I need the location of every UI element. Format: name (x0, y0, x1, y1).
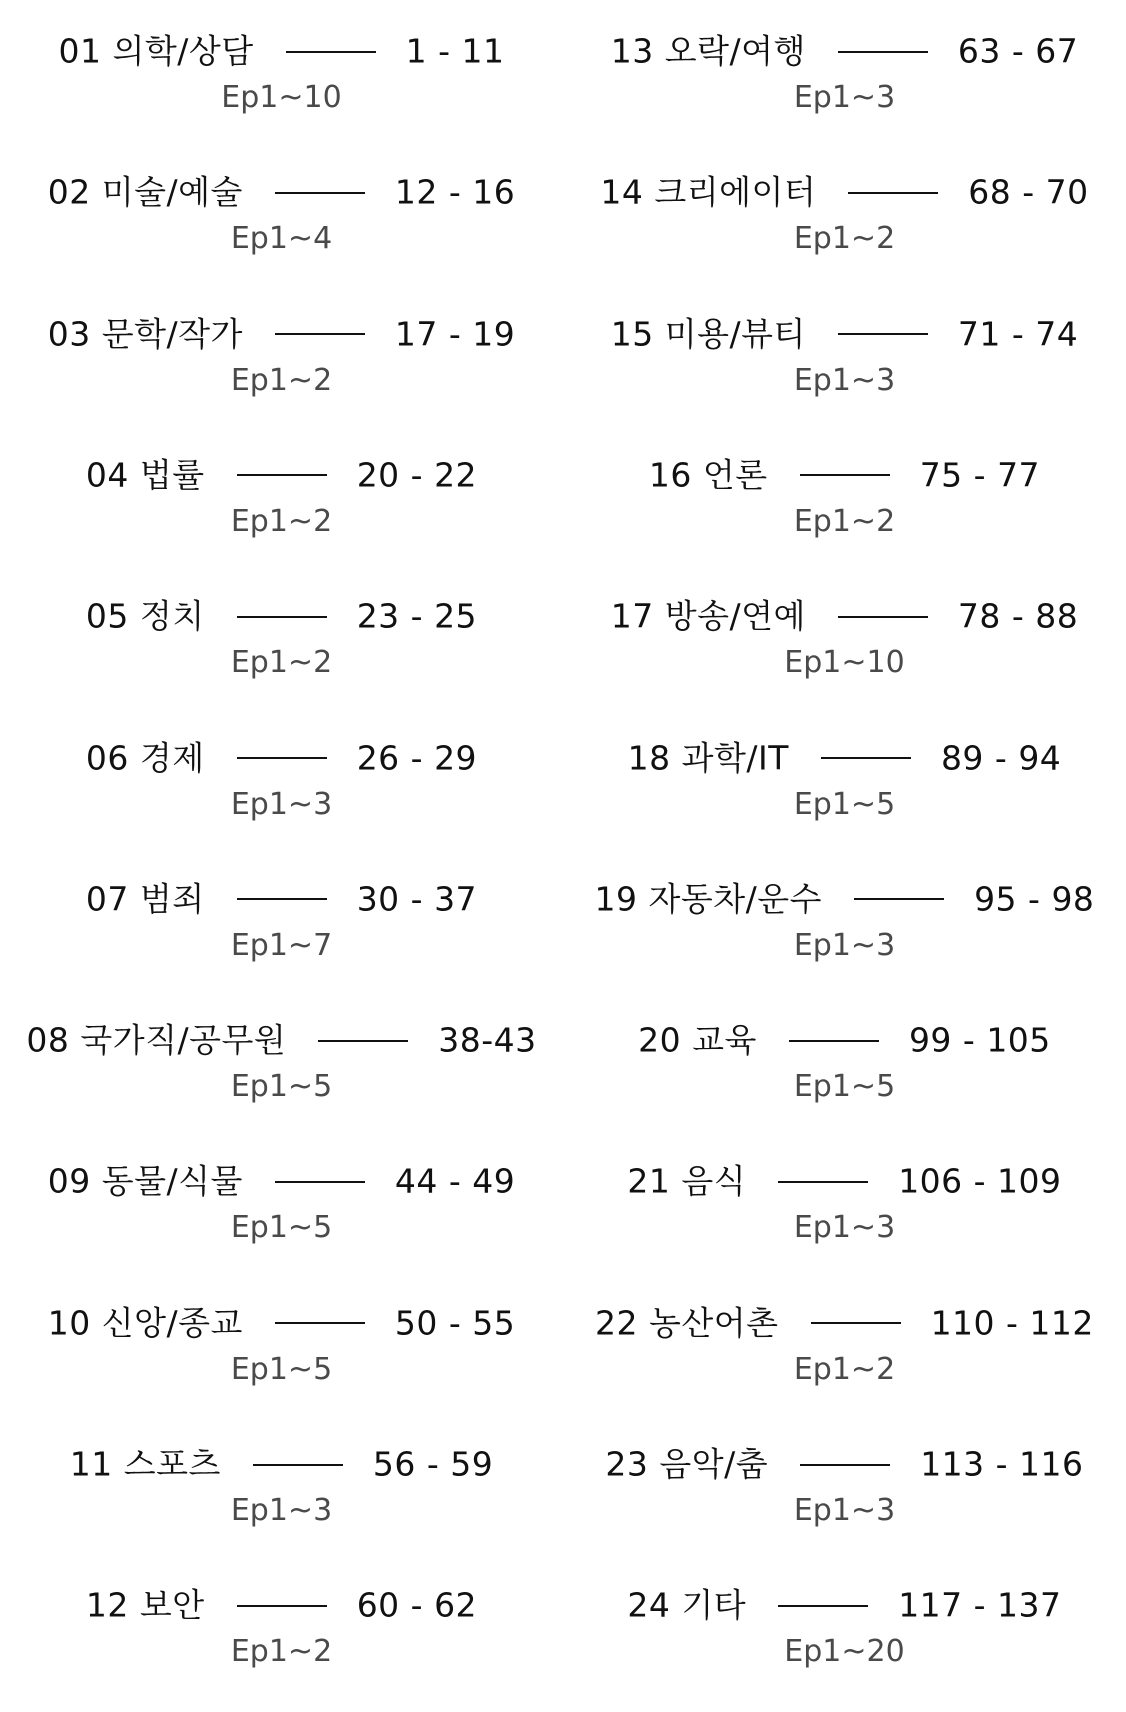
chapter-category: 음식 (681, 1161, 747, 1201)
index-entry (0, 989, 563, 1130)
page-range: 56 - 59 (372, 1444, 494, 1484)
entry-main-line (0, 735, 563, 781)
entry-main-line (563, 593, 1126, 639)
chapter-category: 미술/예술 (101, 172, 243, 212)
leader-dash (811, 1322, 901, 1324)
chapter-number: 22 (595, 1303, 639, 1343)
index-entry (0, 1272, 563, 1413)
chapter-category: 자동차/운수 (648, 879, 823, 919)
index-entry (0, 283, 563, 424)
leader-dash (275, 1322, 365, 1324)
leader-dash (318, 1040, 408, 1042)
episode-range: Ep1~2 (230, 503, 333, 539)
episode-range: Ep1~3 (793, 80, 896, 115)
page-range: 38-43 (438, 1020, 537, 1060)
page-range: 17 - 19 (394, 314, 516, 354)
chapter-number: 04 (85, 455, 129, 495)
page-range: 106 - 109 (898, 1161, 1062, 1201)
episode-range: Ep1~3 (793, 362, 896, 398)
chapter-number: 16 (648, 455, 692, 495)
page-range: 117 - 137 (898, 1585, 1062, 1625)
page-range: 99 - 105 (908, 1020, 1051, 1060)
chapter-category: 문학/작가 (101, 314, 243, 354)
chapter-category: 오락/여행 (664, 31, 806, 71)
leader-dash (848, 192, 938, 194)
chapter-number: 20 (638, 1020, 682, 1060)
entry-main-line (0, 1158, 563, 1204)
page-range: 60 - 62 (356, 1585, 478, 1625)
entry-main-line (563, 1300, 1126, 1346)
index-entry (0, 707, 563, 848)
chapter-category: 미용/뷰티 (664, 314, 806, 354)
chapter-category: 언론 (702, 455, 768, 495)
chapter-category: 법률 (139, 455, 205, 495)
entry-main-line (563, 1017, 1126, 1063)
index-entry (563, 989, 1126, 1130)
leader-dash (237, 616, 327, 618)
leader-dash (286, 51, 376, 53)
leader-dash (237, 757, 327, 759)
index-entry (0, 141, 563, 282)
index-entry (0, 1413, 563, 1554)
page-range: 44 - 49 (394, 1161, 516, 1201)
index-entry (563, 141, 1126, 282)
chapter-category: 기타 (681, 1585, 747, 1625)
chapter-number: 17 (610, 596, 654, 636)
chapter-number: 13 (610, 31, 654, 71)
entry-main-line (563, 1441, 1126, 1487)
episode-range: Ep1~7 (230, 927, 333, 963)
entry-main-line (563, 735, 1126, 781)
chapter-category: 범죄 (139, 879, 205, 919)
index-entry (563, 707, 1126, 848)
episode-range: Ep1~3 (793, 927, 896, 963)
index-entry (563, 565, 1126, 706)
leader-dash (789, 1040, 879, 1042)
chapter-number: 14 (600, 172, 644, 212)
chapter-number: 12 (85, 1585, 129, 1625)
page-range: 23 - 25 (356, 596, 478, 636)
episode-range: Ep1~2 (230, 1634, 333, 1670)
leader-dash (237, 898, 327, 900)
entry-main-line (0, 28, 563, 74)
entry-main-line (0, 169, 563, 215)
entry-main-line (563, 876, 1126, 922)
page-range: 1 - 11 (405, 31, 505, 71)
chapter-number: 07 (85, 879, 129, 919)
chapter-category: 신앙/종교 (101, 1303, 243, 1343)
chapter-number: 02 (47, 172, 91, 212)
leader-dash (237, 474, 327, 476)
chapter-number: 10 (47, 1303, 91, 1343)
page-range: 26 - 29 (356, 738, 478, 777)
chapter-number: 21 (627, 1161, 671, 1201)
episode-range: Ep1~2 (230, 362, 333, 398)
index-entry (563, 1272, 1126, 1413)
chapter-category: 보안 (139, 1585, 205, 1625)
page-range: 30 - 37 (356, 879, 478, 919)
episode-range: Ep1~10 (221, 80, 342, 115)
entry-main-line (0, 1582, 563, 1628)
index-entry (563, 1554, 1126, 1695)
leader-dash (838, 51, 928, 53)
chapter-category: 스포츠 (123, 1444, 221, 1484)
episode-range: Ep1~10 (784, 645, 905, 681)
leader-dash (253, 1464, 343, 1466)
episode-range: Ep1~5 (793, 786, 896, 822)
chapter-category: 과학/IT (681, 738, 789, 777)
chapter-number: 18 (627, 738, 671, 777)
entry-main-line (563, 1158, 1126, 1204)
page-range: 75 - 77 (919, 455, 1041, 495)
chapter-category: 교육 (692, 1020, 757, 1060)
leader-dash (778, 1181, 868, 1183)
chapter-number: 19 (594, 879, 638, 919)
index-entry (563, 848, 1126, 989)
entry-main-line (0, 452, 563, 498)
leader-dash (275, 1181, 365, 1183)
episode-range: Ep1~5 (230, 1210, 333, 1246)
chapter-category: 국가직/공무원 (80, 1020, 287, 1060)
leader-dash (800, 1464, 890, 1466)
entry-main-line (0, 1441, 563, 1487)
index-entry (0, 1554, 563, 1695)
entry-main-line (0, 593, 563, 639)
chapter-number: 15 (610, 314, 654, 354)
entry-main-line (563, 28, 1126, 74)
page-range: 20 - 22 (356, 455, 478, 495)
page-range: 63 - 67 (957, 31, 1079, 71)
episode-range: Ep1~2 (230, 645, 333, 681)
page-range: 89 - 94 (940, 738, 1062, 777)
leader-dash (800, 474, 890, 476)
index-entry (563, 1413, 1126, 1554)
chapter-number: 03 (47, 314, 91, 354)
index-entry (0, 1130, 563, 1271)
chapter-category: 크리에이터 (654, 172, 817, 212)
episode-range: Ep1~3 (793, 1493, 896, 1528)
index-entry (0, 848, 563, 989)
chapter-category: 방송/연예 (664, 596, 806, 636)
entry-main-line (563, 452, 1126, 498)
page-range: 50 - 55 (394, 1303, 516, 1343)
leader-dash (821, 757, 911, 759)
page-range: 71 - 74 (957, 314, 1079, 354)
page-range: 12 - 16 (394, 172, 516, 212)
leader-dash (778, 1605, 868, 1607)
leader-dash (237, 1605, 327, 1607)
page-range: 68 - 70 (968, 172, 1089, 212)
entry-main-line (0, 876, 563, 922)
chapter-number: 09 (47, 1161, 91, 1201)
page-range: 95 - 98 (974, 879, 1095, 919)
chapter-number: 06 (85, 738, 129, 777)
entry-main-line (563, 311, 1126, 357)
episode-range: Ep1~2 (793, 1351, 896, 1387)
chapter-number: 24 (627, 1585, 671, 1625)
leader-dash (275, 333, 365, 335)
chapter-number: 11 (69, 1444, 113, 1484)
episode-range: Ep1~4 (230, 221, 333, 257)
chapter-number: 01 (58, 31, 102, 71)
episode-range: Ep1~5 (793, 1069, 896, 1105)
entry-main-line (0, 1300, 563, 1346)
index-entry (563, 0, 1126, 141)
index-entry (563, 424, 1126, 565)
chapter-category: 음악/춤 (659, 1444, 769, 1484)
chapter-category: 농산어촌 (649, 1303, 779, 1343)
leader-dash (838, 333, 928, 335)
index-entry (0, 565, 563, 706)
index-entry (0, 0, 563, 141)
entry-main-line (563, 169, 1126, 215)
index-entry (0, 424, 563, 565)
episode-range: Ep1~3 (230, 786, 333, 822)
chapter-number: 08 (26, 1020, 70, 1060)
leader-dash (854, 898, 944, 900)
episode-range: Ep1~20 (784, 1634, 905, 1670)
episode-range: Ep1~3 (793, 1210, 896, 1246)
episode-range: Ep1~5 (230, 1351, 333, 1387)
chapter-category: 정치 (139, 596, 205, 636)
page-range: 78 - 88 (957, 596, 1079, 636)
entry-main-line (563, 1582, 1126, 1628)
chapter-category: 의학/상담 (112, 31, 254, 71)
chapter-number: 05 (85, 596, 129, 636)
entry-main-line (0, 1017, 563, 1063)
index-entry (563, 1130, 1126, 1271)
leader-dash (275, 192, 365, 194)
page-range: 113 - 116 (920, 1444, 1084, 1484)
episode-range: Ep1~3 (230, 1493, 333, 1528)
index-entry (563, 283, 1126, 424)
episode-range: Ep1~2 (793, 503, 896, 539)
chapter-category: 경제 (139, 738, 205, 777)
episode-range: Ep1~2 (793, 221, 896, 257)
entry-main-line (0, 311, 563, 357)
chapter-number: 23 (605, 1444, 649, 1484)
page-range: 110 - 112 (930, 1303, 1094, 1343)
chapter-category: 동물/식물 (101, 1161, 243, 1201)
episode-range: Ep1~5 (230, 1069, 333, 1105)
leader-dash (838, 616, 928, 618)
